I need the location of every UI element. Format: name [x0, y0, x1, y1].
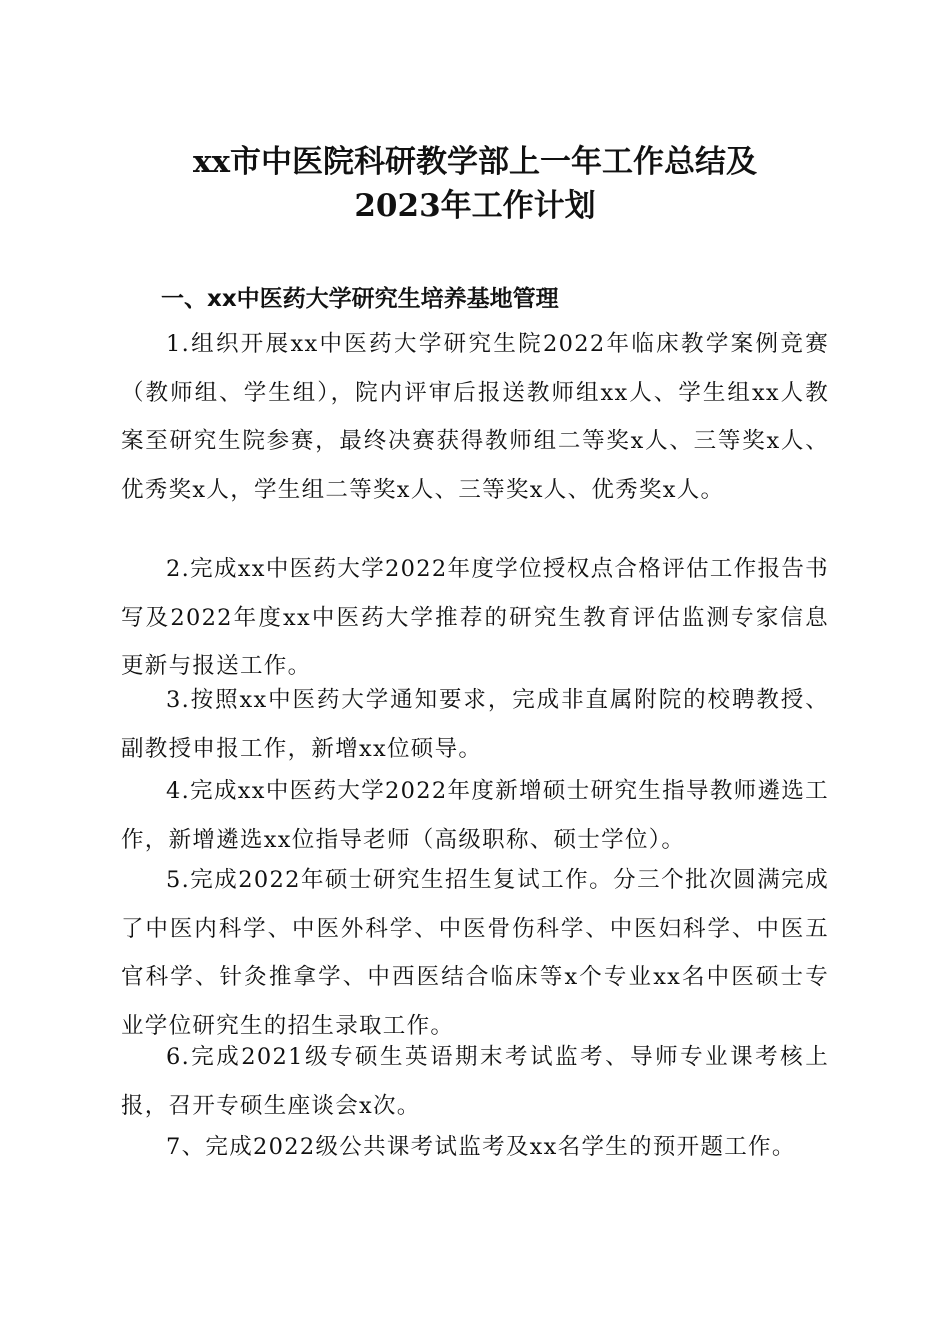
section-heading: 一、xx中医药大学研究生培养基地管理: [161, 286, 559, 312]
paragraph-item-5: 5.完成2022年硕士研究生招生复试工作。分三个批次圆满完成了中医内科学、中医外科学、中医骨伤科学、中医妇科学、中医五官科学、针灸推拿学、中西医结合临床等x个专业xx名中医硕士专业学位研究生的招生录取工作。: [121, 867, 829, 1039]
paragraph-item-3: 3.按照xx中医药大学通知要求，完成非直属附院的校聘教授、副教授申报工作，新增xx位硕导。: [121, 687, 829, 762]
paragraph-item-1: 1.组织开展xx中医药大学研究生院2022年临床教学案例竞赛（教师组、学生组），院内评审后报送教师组xx人、学生组xx人教案至研究生院参赛，最终决赛获得教师组二等奖x人、三等奖x人、优秀奖x人，学生组二等奖x人、三等奖x人、优秀奖x人。: [121, 331, 829, 503]
paragraph-item-4: 4.完成xx中医药大学2022年度新增硕士研究生指导教师遴选工作，新增遴选xx位指导老师（高级职称、硕士学位）。: [121, 778, 829, 853]
paragraph-item-6: 6.完成2021级专硕生英语期末考试监考、导师专业课考核上报，召开专硕生座谈会x次。: [121, 1044, 829, 1119]
document-title-line-2: 2023年工作计划: [354, 188, 596, 224]
document-title-line-1: xx市中医院科研教学部上一年工作总结及: [193, 144, 757, 180]
paragraph-item-7: 7、完成2022级公共课考试监考及xx名学生的预开题工作。: [166, 1134, 796, 1160]
paragraph-item-2: 2.完成xx中医药大学2022年度学位授权点合格评估工作报告书写及2022年度xx中医药大学推荐的研究生教育评估监测专家信息更新与报送工作。: [121, 556, 829, 679]
